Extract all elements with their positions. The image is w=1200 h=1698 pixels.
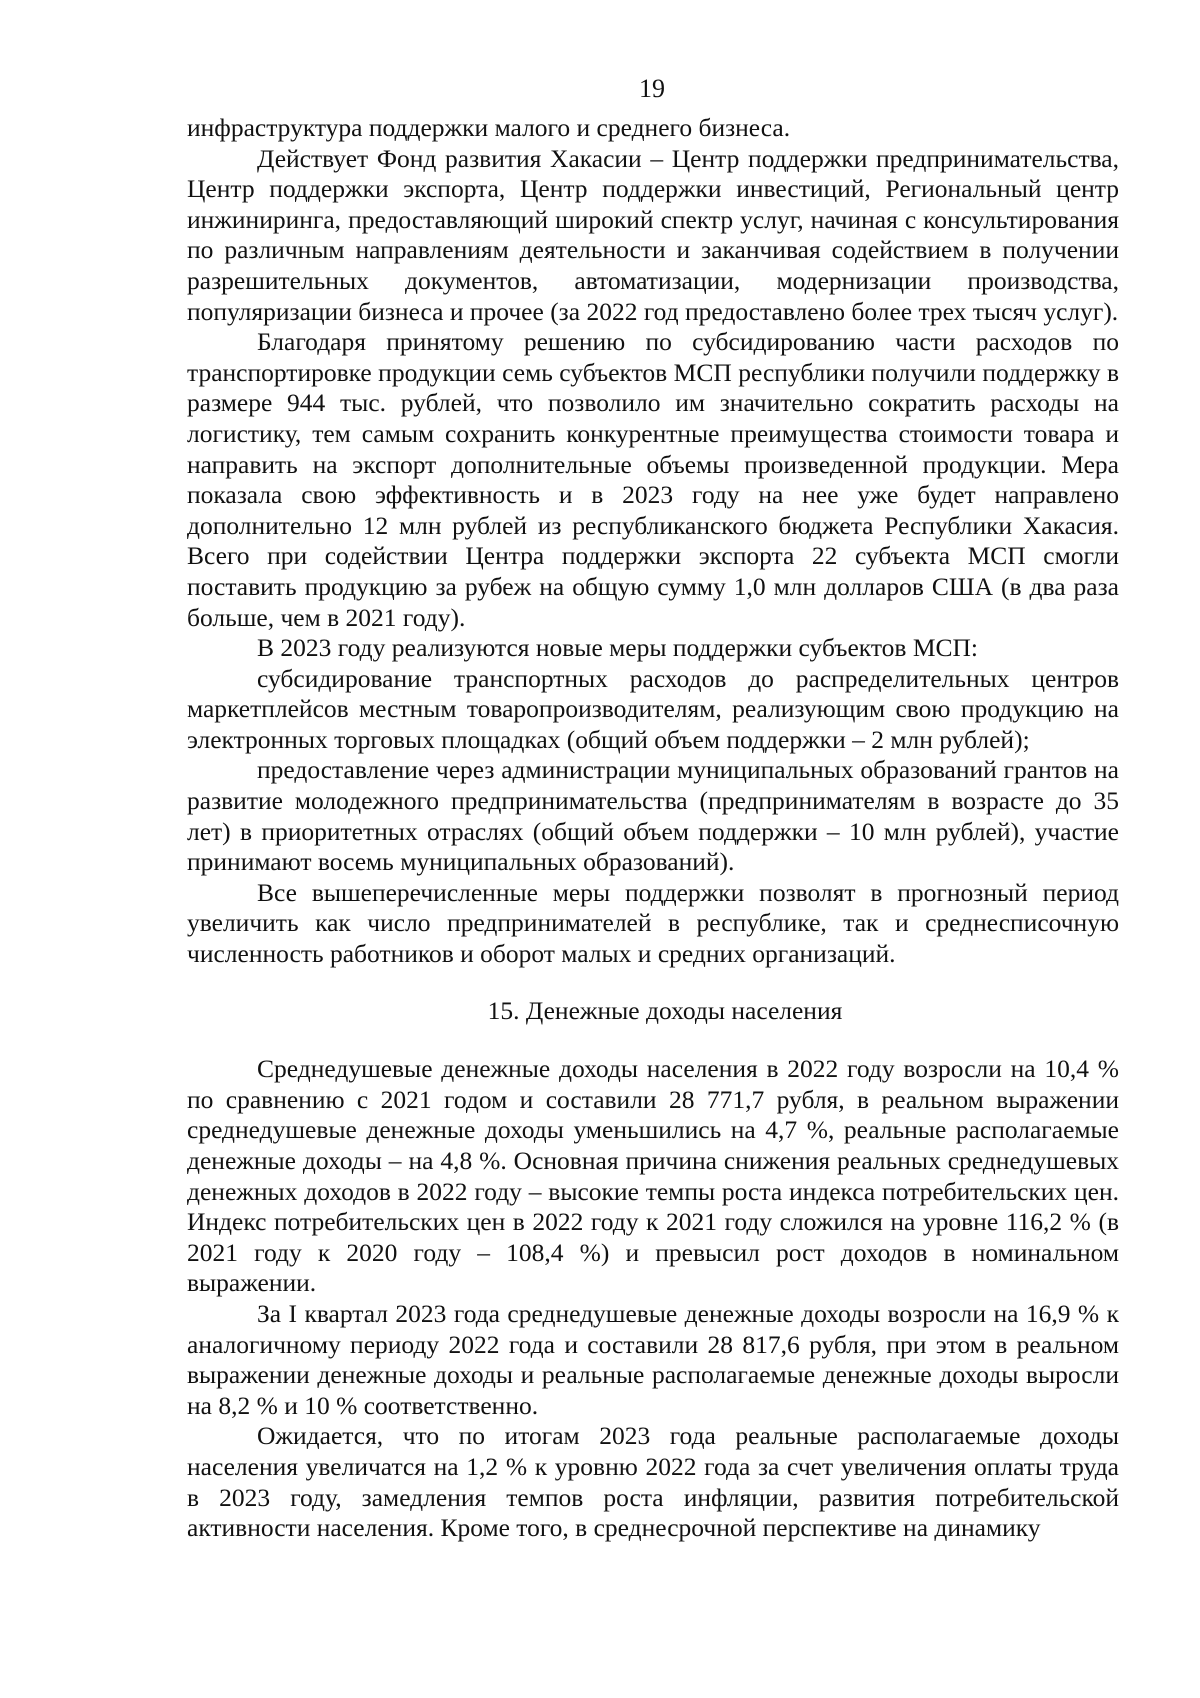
paragraph-6: предоставление через администрации муниципальных образований грантов на развитие молодежного предпринимательства (предпринимателям в возрасте до 35 лет) в приоритетных отраслях (общий объем поддержки – 10 млн рублей), участие принимают восемь муниципальных образований). (187, 755, 1119, 877)
paragraph-9: За I квартал 2023 года среднедушевые денежные доходы возросли на 16,9 % к аналогичному периоду 2022 года и составили 28 817,6 рубля, при этом в реальном выражении денежные доходы и реальные располагаемые денежные доходы выросли на 8,2 % и 10 % соответственно. (187, 1298, 1119, 1420)
paragraph-10: Ожидается, что по итогам 2023 года реальные располагаемые доходы населения увеличатся на 1,2 % к уровню 2022 года за счет увеличения оплаты труда в 2023 году, замедления темпов роста инфляции, развития потребительской активности населения. Кроме того, в среднесрочной перспективе на динамику (187, 1421, 1119, 1543)
paragraph-7: Все вышеперечисленные меры поддержки позволят в прогнозный период увеличить как число предпринимателей в республике, так и среднесписочную численность работников и оборот малых и средних организаций. (187, 877, 1119, 969)
document-body (187, 113, 1119, 1544)
paragraph-1: инфраструктура поддержки малого и среднего бизнеса. (187, 113, 791, 142)
paragraph-2: Действует Фонд развития Хакасии – Центр поддержки предпринимательства, Центр поддержки экспорта, Центр поддержки инвестиций, Региональный центр инжиниринга, предоставляющий широкий спектр услуг, начиная с консультирования по различным направлениям деятельности и заканчивая содействием в получении разрешительных документов, автоматизации, модернизации производства, популяризации бизнеса и прочее (за 2022 год предоставлено более трех тысяч услуг). (187, 143, 1119, 326)
page-number: 19 (639, 74, 665, 103)
paragraph-8: Среднедушевые денежные доходы населения в 2022 году возросли на 10,4 % по сравнению с 2021 годом и составили 28 771,7 рубля, в реальном выражении среднедушевые денежные доходы уменьшились на 4,7 %, реальные располагаемые денежные доходы – на 4,8 %. Основная причина снижения реальных среднедушевых денежных доходов в 2022 году – высокие темпы роста индекса потребительских цен. Индекс потребительских цен в 2022 году к 2021 году сложился на уровне 116,2 % (в 2021 году к 2020 году – 108,4 %) и превысил рост доходов в номинальном выражении. (187, 1054, 1119, 1298)
paragraph-4: В 2023 году реализуются новые меры поддержки субъектов МСП: (257, 633, 978, 663)
section-heading: 15. Денежные доходы населения (487, 995, 843, 1025)
paragraph-5: субсидирование транспортных расходов до распределительных центров маркетплейсов местным товаропроизводителям, реализующим свою продукцию на электронных торговых площадках (общий объем поддержки – 2 млн рублей); (187, 663, 1119, 754)
paragraph-3: Благодаря принятому решению по субсидированию части расходов по транспортировке продукции семь субъектов МСП республики получили поддержку в размере 944 тыс. рублей, что позволило им значительно сократить расходы на логистику, тем самым сохранить конкурентные преимущества стоимости товара и направить на экспорт дополнительные объемы произведенной продукции. Мера показала свою эффективность и в 2023 году на нее уже будет направлено дополнительно 12 млн рублей из республиканского бюджета Республики Хакасия. Всего при содействии Центра поддержки экспорта 22 субъекта МСП смогли поставить продукцию за рубеж на общую сумму 1,0 млн долларов США (в два раза больше, чем в 2021 году). (187, 327, 1119, 632)
